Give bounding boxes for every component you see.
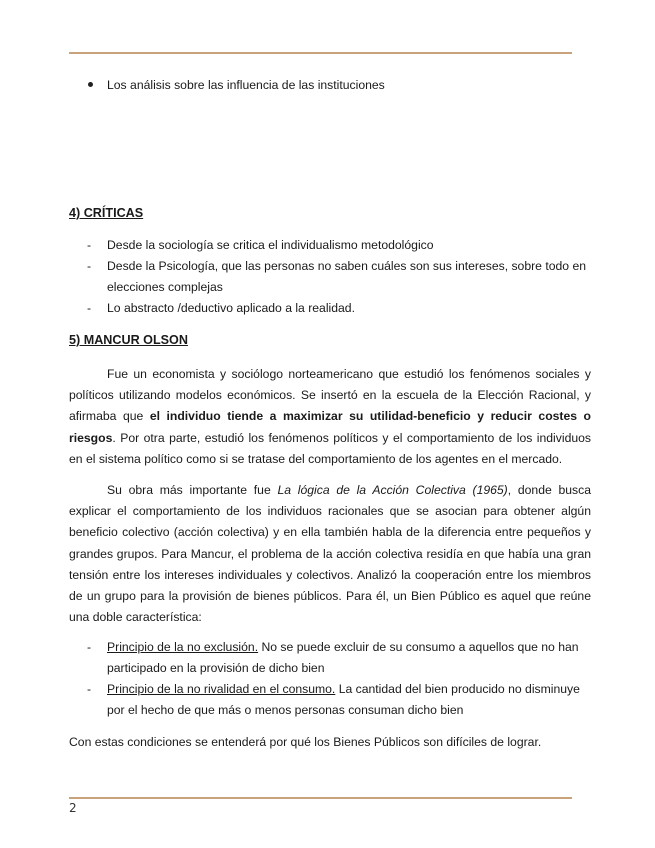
list-item bbox=[87, 679, 592, 721]
paragraph bbox=[69, 480, 591, 628]
paragraph-bold-text: el individuo tiende a maximizar su utilidad-beneficio y reducir costes o riesgos bbox=[69, 409, 592, 445]
principle-text: La cantidad del bien producido no disminuye por el hecho de que más o menos personas consuman dicho bien bbox=[107, 682, 580, 717]
paragraph-text: Su obra más importante fue bbox=[107, 483, 278, 497]
principle-title: Principio de la no exclusión. bbox=[107, 640, 259, 654]
principle-title: Principio de la no rivalidad en el consumo. bbox=[107, 682, 336, 696]
header-rule bbox=[69, 52, 572, 54]
list-item bbox=[87, 637, 592, 679]
book-title: La lógica de la Acción Colectiva (1965) bbox=[277, 483, 508, 497]
paragraph bbox=[69, 364, 591, 470]
section-heading-criticas: 4) CRÍTICAS bbox=[69, 206, 144, 220]
criticas-list bbox=[87, 235, 592, 319]
conclusion-paragraph: Con estas condiciones se entenderá por qué los Bienes Públicos son difíciles de lograr. bbox=[69, 735, 542, 749]
bullet-icon bbox=[88, 82, 93, 87]
principles-list bbox=[87, 637, 592, 721]
list-item bbox=[88, 78, 385, 92]
footer-rule bbox=[69, 797, 572, 799]
paragraph-text: , donde busca explicar el comportamiento de los individuos racionales que se asocian para obtener algún beneficio colectivo (acción colectiva) y en ella también habla de la diferencia entre pequeños y grandes grupos. Para Mancur, el problema de la acción colectiva residía en que había una gran tensión entre los intereses individuales y colectivos. Analizó la cooperación entre los miembros de un grupo para la provisión de bienes públicos. Para él, un Bien Público es aquel que reúne una doble característica: bbox=[69, 483, 591, 625]
list-item: - Desde la sociología se critica el individualismo metodológico bbox=[87, 235, 592, 256]
list-item: - Desde la Psicología, que las personas no saben cuáles son sus intereses, sobre todo en elecciones complejas bbox=[87, 256, 592, 298]
list-item: - Lo abstracto /deductivo aplicado a la realidad. bbox=[87, 298, 592, 319]
section-heading-mancur-olson: 5) MANCUR OLSON bbox=[69, 333, 188, 347]
page-number: 2 bbox=[69, 801, 77, 815]
list-item-text: Los análisis sobre las influencia de las instituciones bbox=[107, 78, 385, 92]
paragraph-text: Fue un economista y sociólogo norteamericano que estudió los fenómenos sociales y políticos utilizando modelos económicos. Se insertó en la escuela de la Elección Racional, y afirmaba que bbox=[69, 367, 591, 424]
paragraph-text: . Por otra parte, estudió los fenómenos políticos y el comportamiento de los individuos en el sistema político como si se tratase del comportamiento de los agentes en el mercado. bbox=[69, 430, 591, 466]
principle-text: No se puede excluir de su consumo a aquellos que no han participado en la provisión de dicho bien bbox=[107, 640, 579, 675]
